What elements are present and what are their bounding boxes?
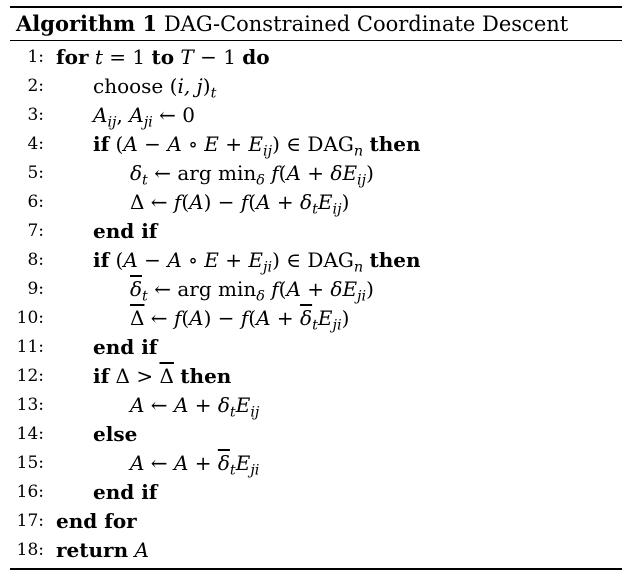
algo-line-10 (10, 304, 622, 333)
caption-label: Algorithm 1 (16, 11, 158, 36)
caption-title: DAG-Constrained Coordinate Descent (163, 12, 569, 36)
algorithm-caption (10, 8, 622, 40)
algo-line-9 (10, 275, 622, 304)
line-number: 11: (16, 337, 44, 357)
line-code: Δ ← $f(A) - f(A + \delta_tE_{ij})$ (130, 190, 350, 218)
line-code: else (93, 422, 138, 446)
line-code: if (A − A ∘ $E + E_{ji}$) ∈ $DAG_n$ then (93, 248, 421, 276)
line-code: return A (56, 538, 149, 562)
line-code: A ← $A + \overline{\delta}_tE_{ji}$ (130, 451, 260, 479)
line-code: $\overline{\Delta}$ ← $f(A) - f(A + \overline{\delta}_tE_{ji})$ (130, 306, 350, 334)
line-number: 17: (16, 511, 44, 531)
line-number: 8: (27, 250, 44, 270)
line-code: A ← $A + \delta_tE_{ij}$ (130, 393, 260, 421)
line-code: $A_{ij}$, $A_{ji}$ ← 0 (93, 103, 195, 131)
bottom-rule (10, 568, 622, 570)
line-code: $\overline{\delta}_t$ ← arg $\min_\delta f(A + \delta E_{ji})$ (130, 277, 374, 305)
line-code: end for (56, 509, 137, 533)
line-code: if (A − A ∘ $E + E_{ij}$) ∈ $DAG_n$ then (93, 132, 421, 160)
algo-line-13 (10, 391, 622, 420)
algo-line-3 (10, 101, 622, 130)
algo-line-16 (10, 478, 622, 507)
line-number: 10: (16, 308, 44, 328)
algo-line-2 (10, 72, 622, 101)
line-number: 2: (27, 76, 44, 96)
algo-line-15 (10, 449, 622, 478)
algo-line-17 (10, 507, 622, 536)
line-code: end if (93, 335, 158, 359)
algo-line-7 (10, 217, 622, 246)
algo-line-12 (10, 362, 622, 391)
line-number: 9: (27, 279, 44, 299)
line-number: 13: (16, 395, 44, 415)
line-number: 4: (27, 134, 44, 154)
line-number: 3: (27, 105, 44, 125)
line-code: end if (93, 480, 158, 504)
algo-line-18 (10, 536, 622, 565)
line-code: choose (i, $j)_t$ (93, 74, 217, 102)
algorithm-box (10, 6, 622, 565)
line-number: 12: (16, 366, 44, 386)
line-code: $\delta_t$ ← arg $\min_\delta f(A + \delta E_{ij})$ (130, 161, 374, 189)
line-number: 6: (27, 192, 44, 212)
algo-line-4 (10, 130, 622, 159)
line-number: 15: (16, 453, 44, 473)
line-number: 14: (16, 424, 44, 444)
algo-line-14 (10, 420, 622, 449)
line-number: 5: (27, 163, 44, 183)
algo-line-6 (10, 188, 622, 217)
algo-line-11 (10, 333, 622, 362)
algorithm-lines (10, 41, 622, 565)
line-number: 1: (27, 47, 44, 67)
algo-line-8 (10, 246, 622, 275)
line-code: for t = 1 to T − 1 do (56, 45, 270, 69)
algo-line-5 (10, 159, 622, 188)
line-code: if $\Delta > \overline{\Delta}$ then (93, 364, 232, 388)
algo-line-1 (10, 43, 622, 72)
line-number: 18: (16, 540, 44, 560)
line-number: 7: (27, 221, 44, 241)
line-number: 16: (16, 482, 44, 502)
line-code: end if (93, 219, 158, 243)
